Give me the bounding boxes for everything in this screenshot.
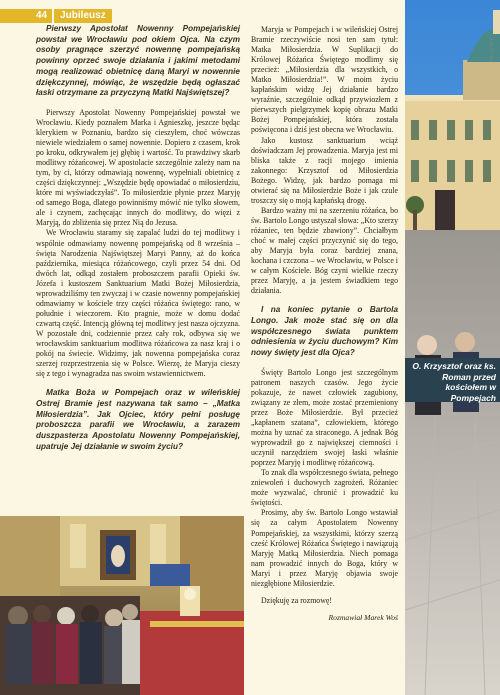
pompeii-church-photo — [405, 0, 500, 695]
question-2: Matka Boża w Pompejach oraz w wileńskiej Ostrej Bramie jest nazywana tak samo – „Matka Miłosierdzia”. Jak Ojciec, który pełni posługę proboszcza parafii we Wrocławiu, a zarazem duszpasterza Apostolatu Nowenny Pompejańskiej, upatruje Jej działanie w swoim życiu? — [36, 388, 240, 451]
page-header — [0, 8, 112, 24]
answer-paragraph: Jako kustosz sanktuarium wciąż doświadczam Jej prowadzenia. Maryja jest mi bliska także z racji mojego imienia zakonnego: Krzysztof od Miłosierdzia Bożego. Widzę, jak bardzo pomaga mi otwierać się na Miłosierdzie Boże i jak czule troszczy się o moją kapłańską drogę. — [251, 135, 398, 205]
photo-caption: O. Krzysztof oraz ks. Roman przed kościołem w Pompejach — [405, 358, 500, 402]
church-interior-photo — [0, 516, 244, 695]
answer-paragraph: Bardzo ważny mi na szerzeniu różańca, bo św. Bartolo Longo ustyszał słowa: „Kto szerzy różaniec, ten będzie zbawiony”. Chciałbym choć w małej części przyczynić się do tego, aby Maryja była coraz bardziej znana, kochana i czczona – we Wrocławiu, w Polsce i w całym Kościele. Bóg czyni wielkie rzeczy przez Maryję, a ja jestem świadkiem tego działania. — [251, 205, 398, 296]
page-number: 44 — [0, 9, 52, 23]
question-1: Pierwszy Apostołat Nowenny Pompejańskiej powstał we Wrocławiu pod okiem Ojca. Na czym osoby pragnące szerzyć nowennę pompejańską powinny oprzeć swoje działania i jakimi metodami mogą realizować obietnicę daną Maryi w nowennie dziękczynnej, mówiąc, że wszędzie będą ogłaszać łaski otrzymane za przyczyną Matki Najświętszej? — [36, 24, 240, 98]
answer-paragraph: Maryja w Pompejach i w wileńskiej Ostrej Bramie rzeczywiście nosi ten sam tytuł: Matka Miłosierdzia. W Suplikacji do Królowej Różańca Świętego modlimy się przecież: „Miłosierdzia dla wszystkich, o Matko Miłosierdzia!”. W moim życiu kapłańskim widzę Jej działanie bardzo wyraźnie, szczególnie odkąd przywiozłem z pierwszych pielgrzymek kopię obrazu Matki Bożej Pompejańskiej, która została poświęcona i dziś jest obecna we Wrocławiu. — [251, 25, 398, 135]
answer-paragraph: We Wrocławiu staramy się zapalać ludzi do tej modlitwy i wspólnie odmawiamy nowennę pompejańską od 8 września – święta Narodzenia Najświętszej Maryi Panny, aż do końca października, miesiąca różańcowego, czyli przez 54 dni. Od dwóch lat, odkąd zostałem proboszczem parafii Opieki św. Józefa i kustoszem Sanktuarium Matki Bożej Miłosierdzia, wprowadziliśmy ten zwyczaj i w czasie nowenny pompejańskiej odmawiamy w kościele trzy części różańca świętego: rano, w południe i wieczorem. Kto pragnie, może w domu dodać czwartą część. Intencją główną tej modlitwy jest nasza ojczyzna. W pozostałe dni, codziennie przez cały rok, odbywa się we wrocławskim sanktuarium modlitwa różańcowa za nasz kraj i o pokój na świecie. Widzimy, jak nowenna pompejańska coraz szerzej rozprzestrzenia się w Polsce. Wierzę, że Maryja cieszy się z tego i wynagradza nas swoim wstawiennictwem. — [36, 228, 240, 379]
photo-credit: Fot. M. Woś — [489, 37, 494, 62]
section-label: Jubileusz — [54, 9, 112, 23]
interviewer-signature: Rozmawiał Marek Woś — [328, 612, 398, 622]
answer-paragraph: Prosimy, aby św. Bartolo Longo wstawiał się za całym Apostolatem Nowenny Pompejańskiej, za wszystkimi, którzy szerzą cześć Królowej Różańca Świętego i nawiązują Maryję Matką Miłosierdzia. Niech pomaga nam prowadzić innych do Boga, który w Maryi i przez Maryję objawia swoje niezgłębione Miłosierdzie. — [251, 508, 398, 588]
middle-column — [251, 25, 398, 623]
left-column — [36, 24, 240, 452]
answer-paragraph: To znak dla współczesnego świata, pełnego zniewoleń i duchowych zagrożeń. Różaniec może wyzwalać, chronić i prowadzić ku świętości. — [251, 468, 398, 508]
answer-paragraph: Święty Bartolo Longo jest szczególnym patronem naszych czasów. Jego życie pokazuje, że nawet człowiek zagubiony, związany ze złem, może zostać przemieniony przez Boże Miłosierdzie. Był przecież „kapłanem szatana”, człowiekiem, którego można by uznać za straconego. A jednak Bóg wyprowadził go z największej ciemności i uczynił narzędziem swojej łaski właśnie poprzez Maryję i modlitwę różańcową. — [251, 367, 398, 468]
question-3: I na koniec pytanie o Bartola Longo. Jak może stać się on dla współczesnego świata punktem odniesienia w życiu duchowym? Kim nowy święty jest dla Ojca? — [251, 305, 398, 358]
closing-thanks: Dziękuję za rozmowę! — [261, 595, 332, 605]
answer-paragraph: Pierwszy Apostolat Nowenny Pompejańskiej powstał we Wrocławiu. Kiedy poznałem Marka i Agnieszkę, jeszcze będąc klerykiem w Poznaniu, bardzo się cieszyłem, choć wówczas niewiele wiedziałem o samej nowennie. Dopiero z czasem, krok po kroku, odkrywałem jej głębię i wartość. To prawdziwy skarb modlitwy różańcowej. W apostolacie szczególnie zależy nam na tym, by ci, którzy odmawiają nowennę, wypełniali obietnicę z części dziękczynnej: „Wszędzie będę opowiadać o miłosierdziu, które mi wyświadczyłaś”. To miłosierdzie płynie przez Maryję od samego Boga, dlatego powinniśmy mówić nie tylko słowem, ale i czynem, zachęcając innych do modlitwy, do więzi z Maryją, do zbliżenia się przez Nią do Jezusa. — [36, 107, 240, 228]
